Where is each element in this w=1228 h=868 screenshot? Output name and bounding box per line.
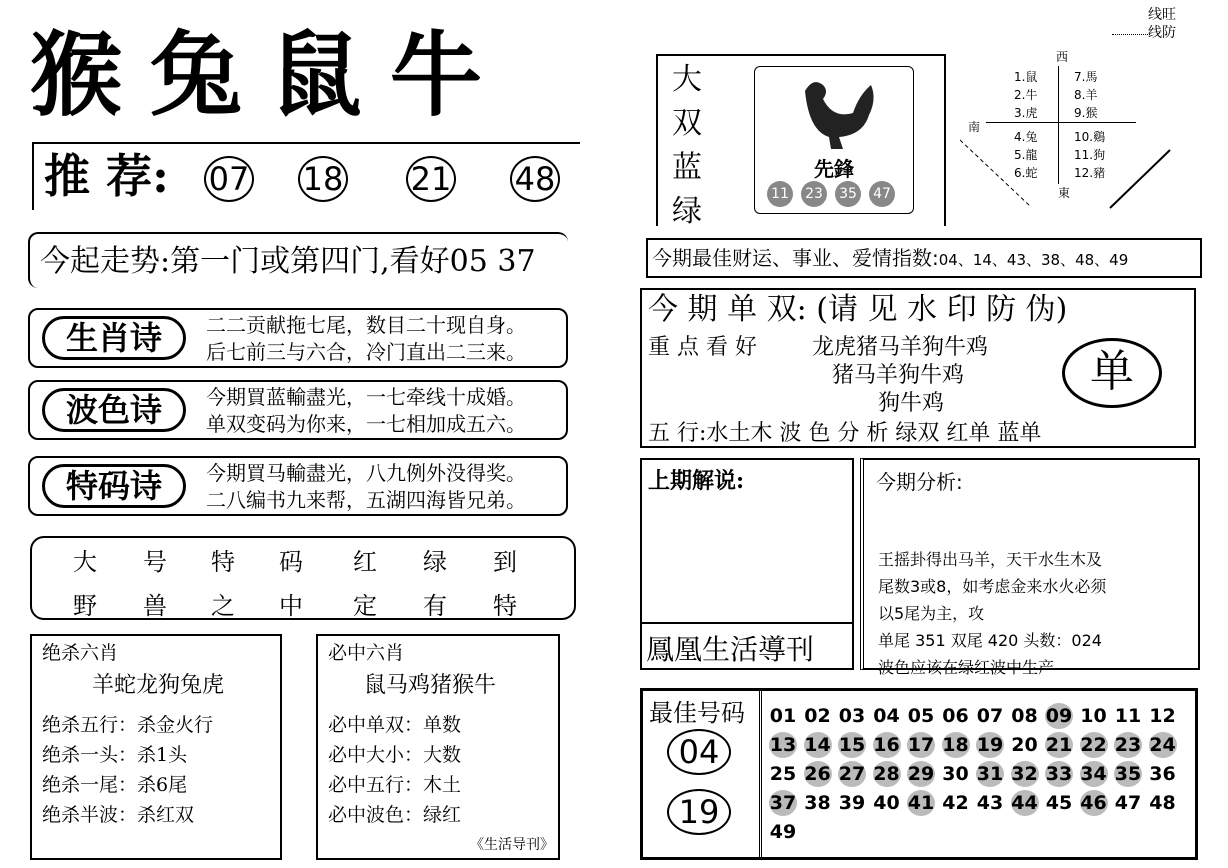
number-cell: 34: [1080, 763, 1107, 785]
number-cell: 26: [804, 763, 831, 785]
corner-top-label: 线旺: [1148, 7, 1176, 23]
number-cell: 10: [1080, 705, 1107, 727]
last-period-label: 上期解说:: [648, 468, 745, 494]
number-cell: 15: [838, 734, 866, 756]
number-cell: 16: [873, 734, 900, 756]
poem-line: 二八编书九来帮，五湖四海皆兄弟。: [206, 488, 526, 512]
number-cell: 04: [873, 705, 900, 727]
poem-zodiac: [28, 308, 568, 368]
recommend-number: 21: [406, 156, 456, 202]
zodiac-item: 8.羊: [1074, 88, 1098, 102]
brand-label: 鳳凰生活導刊: [646, 633, 815, 666]
number-cell: 36: [1149, 763, 1176, 785]
compass-south: 南: [968, 120, 981, 134]
zodiac-item: 5.龍: [1014, 148, 1038, 162]
oddeven-footer: 五 行:水土木 波 色 分 析 绿双 红单 蓝单: [648, 421, 1042, 446]
grid-cell: 兽: [143, 592, 167, 620]
number-cell: 39: [838, 792, 866, 814]
number-cell: 49: [769, 821, 797, 843]
number-grid: [769, 703, 1189, 853]
must-box: [316, 634, 560, 860]
number-cell: 03: [838, 705, 866, 727]
grid-cell: 定: [353, 592, 377, 620]
poem-tag: 特码诗: [42, 464, 186, 508]
number-cell: 27: [838, 763, 866, 785]
best-label: 最佳号码: [649, 699, 745, 727]
oddeven-box: [640, 288, 1196, 448]
zodiac-item: 4.兔: [1014, 130, 1038, 144]
grid-cell: 红: [353, 548, 377, 576]
analysis-line: 以5尾为主，攻: [878, 604, 985, 623]
fortune-values: 04、14、43、38、48、49: [938, 251, 1129, 269]
analysis-line: 尾数3或8，如考虑金来水火必须: [878, 577, 1107, 596]
zodiac-item: 7.馬: [1074, 70, 1098, 84]
number-cell: 47: [1114, 792, 1142, 814]
number-cell: 45: [1045, 792, 1073, 814]
must-line: 必中单双：单数: [328, 714, 462, 736]
grid-cell: 大: [73, 548, 97, 576]
grid-cell: 特: [493, 592, 517, 620]
kill-zodiacs: 羊蛇龙狗兔虎: [92, 673, 225, 698]
hint-grid: [30, 536, 576, 620]
number-cell: 41: [907, 792, 935, 814]
best-pick: 19: [667, 789, 731, 835]
number-cell: 30: [942, 763, 969, 785]
trend-text: 今起走势:第一门或第四门,看好05 37: [28, 232, 568, 288]
poem-tag: 生肖诗: [42, 316, 186, 360]
best-divider: [759, 691, 762, 857]
grid-cell: 码: [279, 548, 303, 576]
number-cell: 32: [1011, 763, 1038, 785]
must-line: 必中五行：木土: [328, 774, 462, 796]
fortune-label: 今期最佳财运、事业、爱情指数:: [652, 246, 939, 270]
poem-tag: 波色诗: [42, 388, 186, 432]
number-cell: 44: [1011, 792, 1038, 814]
best-pick: 04: [667, 729, 731, 775]
analysis-line: 单尾 351 双尾 420 头数：024: [878, 631, 1102, 650]
must-line: 必中大小：大数: [328, 744, 462, 766]
source-label: 《生活导刊》: [470, 837, 554, 853]
analysis-box: [860, 458, 1200, 677]
last-period-divider: [642, 622, 852, 624]
number-cell: 13: [769, 734, 797, 756]
number-cell: 35: [1114, 763, 1142, 785]
grid-cell: 特: [211, 548, 235, 576]
poem-line: 二二贡献拖七尾，数目二十现自身。: [206, 313, 526, 337]
poem-line: 今期買蓝輸盡光，一七牵线十成婚。: [206, 385, 526, 409]
number-cell: 12: [1149, 705, 1176, 727]
grid-cell: 绿: [423, 548, 447, 576]
zodiac-item: 2.牛: [1014, 88, 1038, 102]
grid-cell: 野: [73, 592, 97, 620]
fortune-box: [646, 238, 1202, 278]
oddeven-line: 龙虎猪马羊狗牛鸡: [812, 335, 989, 360]
poem-line: 单双变码为你来，一七相加成五六。: [206, 412, 526, 436]
rooster-ball: 11: [767, 181, 793, 207]
number-cell: 09: [1045, 705, 1073, 727]
rooster-ball: 23: [801, 181, 827, 207]
side-char: 双: [672, 106, 702, 141]
zodiac-item: 3.虎: [1014, 106, 1038, 120]
side-char: 绿: [672, 194, 702, 229]
corner-dots: [1112, 34, 1150, 35]
oddeven-line: 猪马羊狗牛鸡: [832, 363, 965, 388]
number-cell: 20: [1011, 734, 1038, 756]
zodiac-item: 11.狗: [1074, 148, 1106, 162]
number-cell: 14: [804, 734, 831, 756]
compass-west: 西: [1056, 50, 1069, 64]
compass-east: 東: [1058, 186, 1071, 200]
rooster-ball: 47: [869, 181, 895, 207]
number-cell: 24: [1149, 734, 1176, 756]
number-cell: 25: [769, 763, 797, 785]
number-cell: 06: [942, 705, 969, 727]
rooster-card: [754, 66, 914, 214]
analysis-line: 波色应该在绿红波中生产: [878, 658, 1055, 677]
analysis-line: 王摇卦得出马羊，天干水生木及: [878, 550, 1103, 569]
must-line: 必中波色：绿红: [328, 804, 462, 826]
number-cell: 18: [942, 734, 969, 756]
must-heading: 必中六肖: [328, 642, 405, 664]
zodiac-item: 9.猴: [1074, 106, 1098, 120]
number-cell: 21: [1045, 734, 1073, 756]
kill-line: 绝杀半波：杀红双: [42, 804, 195, 826]
grid-cell: 号: [143, 548, 167, 576]
poem-color: [28, 380, 568, 440]
number-cell: 29: [907, 763, 935, 785]
oddeven-line: 狗牛鸡: [878, 391, 945, 416]
kill-line: 绝杀五行：杀金火行: [42, 714, 214, 736]
number-cell: 43: [976, 792, 1004, 814]
rooster-icon: [785, 71, 885, 149]
analysis-heading: 今期分析:: [876, 470, 963, 494]
zodiac-item: 10.鷄: [1074, 130, 1106, 144]
number-cell: 01: [769, 705, 797, 727]
compass-diagonals: [960, 48, 1180, 212]
recommend-label: 推 荐:: [44, 149, 169, 203]
kill-line: 绝杀一尾：杀6尾: [42, 774, 188, 796]
number-cell: 46: [1080, 792, 1107, 814]
number-cell: 37: [769, 792, 797, 814]
page-title: 猴兔鼠牛: [30, 21, 511, 129]
number-cell: 38: [804, 792, 831, 814]
kill-box: [30, 634, 282, 860]
rooster-label: 先鋒: [814, 157, 854, 181]
recommend-number: 07: [204, 156, 254, 202]
number-cell: 33: [1045, 763, 1073, 785]
zodiac-item: 6.蛇: [1014, 166, 1038, 180]
zodiac-item: 1.鼠: [1014, 70, 1038, 84]
recommend-number: 18: [298, 156, 348, 202]
number-cell: 19: [976, 734, 1004, 756]
compass-diagram: [960, 48, 1180, 212]
corner-bottom-label: 线防: [1148, 25, 1176, 41]
number-cell: 11: [1114, 705, 1142, 727]
kill-line: 绝杀一头：杀1头: [42, 744, 188, 766]
number-cell: 40: [873, 792, 900, 814]
number-cell: 28: [873, 763, 900, 785]
last-period-box: [640, 458, 854, 670]
number-cell: 48: [1149, 792, 1176, 814]
poem-line: 后七前三与六合，冷门直出二三来。: [206, 340, 526, 364]
number-cell: 22: [1080, 734, 1107, 756]
number-cell: 02: [804, 705, 831, 727]
number-cell: 17: [907, 734, 935, 756]
zodiac-item: 12.豬: [1074, 166, 1106, 180]
poem-line: 今期買马輸盡光，八九例外没得奖。: [206, 461, 526, 485]
best-numbers-box: [640, 688, 1198, 860]
kill-heading: 绝杀六肖: [42, 642, 119, 664]
number-cell: 08: [1011, 705, 1038, 727]
grid-cell: 之: [211, 592, 235, 620]
oddeven-focus-label: 重 点 看 好: [648, 335, 757, 360]
grid-cell: 有: [423, 592, 447, 620]
number-cell: 31: [976, 763, 1004, 785]
oddeven-header: 今 期 单 双: (请 见 水 印 防 伪): [648, 292, 1068, 327]
number-cell: 07: [976, 705, 1004, 727]
rooster-ball: 35: [835, 181, 861, 207]
grid-cell: 中: [279, 592, 303, 620]
number-cell: 23: [1114, 734, 1142, 756]
side-char: 蓝: [672, 150, 702, 185]
oddeven-badge: 单: [1062, 338, 1162, 408]
recommend-number: 48: [510, 156, 560, 202]
number-cell: 42: [942, 792, 969, 814]
rooster-box: [656, 54, 946, 229]
grid-cell: 到: [493, 548, 517, 576]
number-cell: 05: [907, 705, 935, 727]
side-char: 大: [672, 62, 702, 97]
poem-special: [28, 456, 568, 516]
must-zodiacs: 鼠马鸡猪猴牛: [364, 673, 497, 698]
